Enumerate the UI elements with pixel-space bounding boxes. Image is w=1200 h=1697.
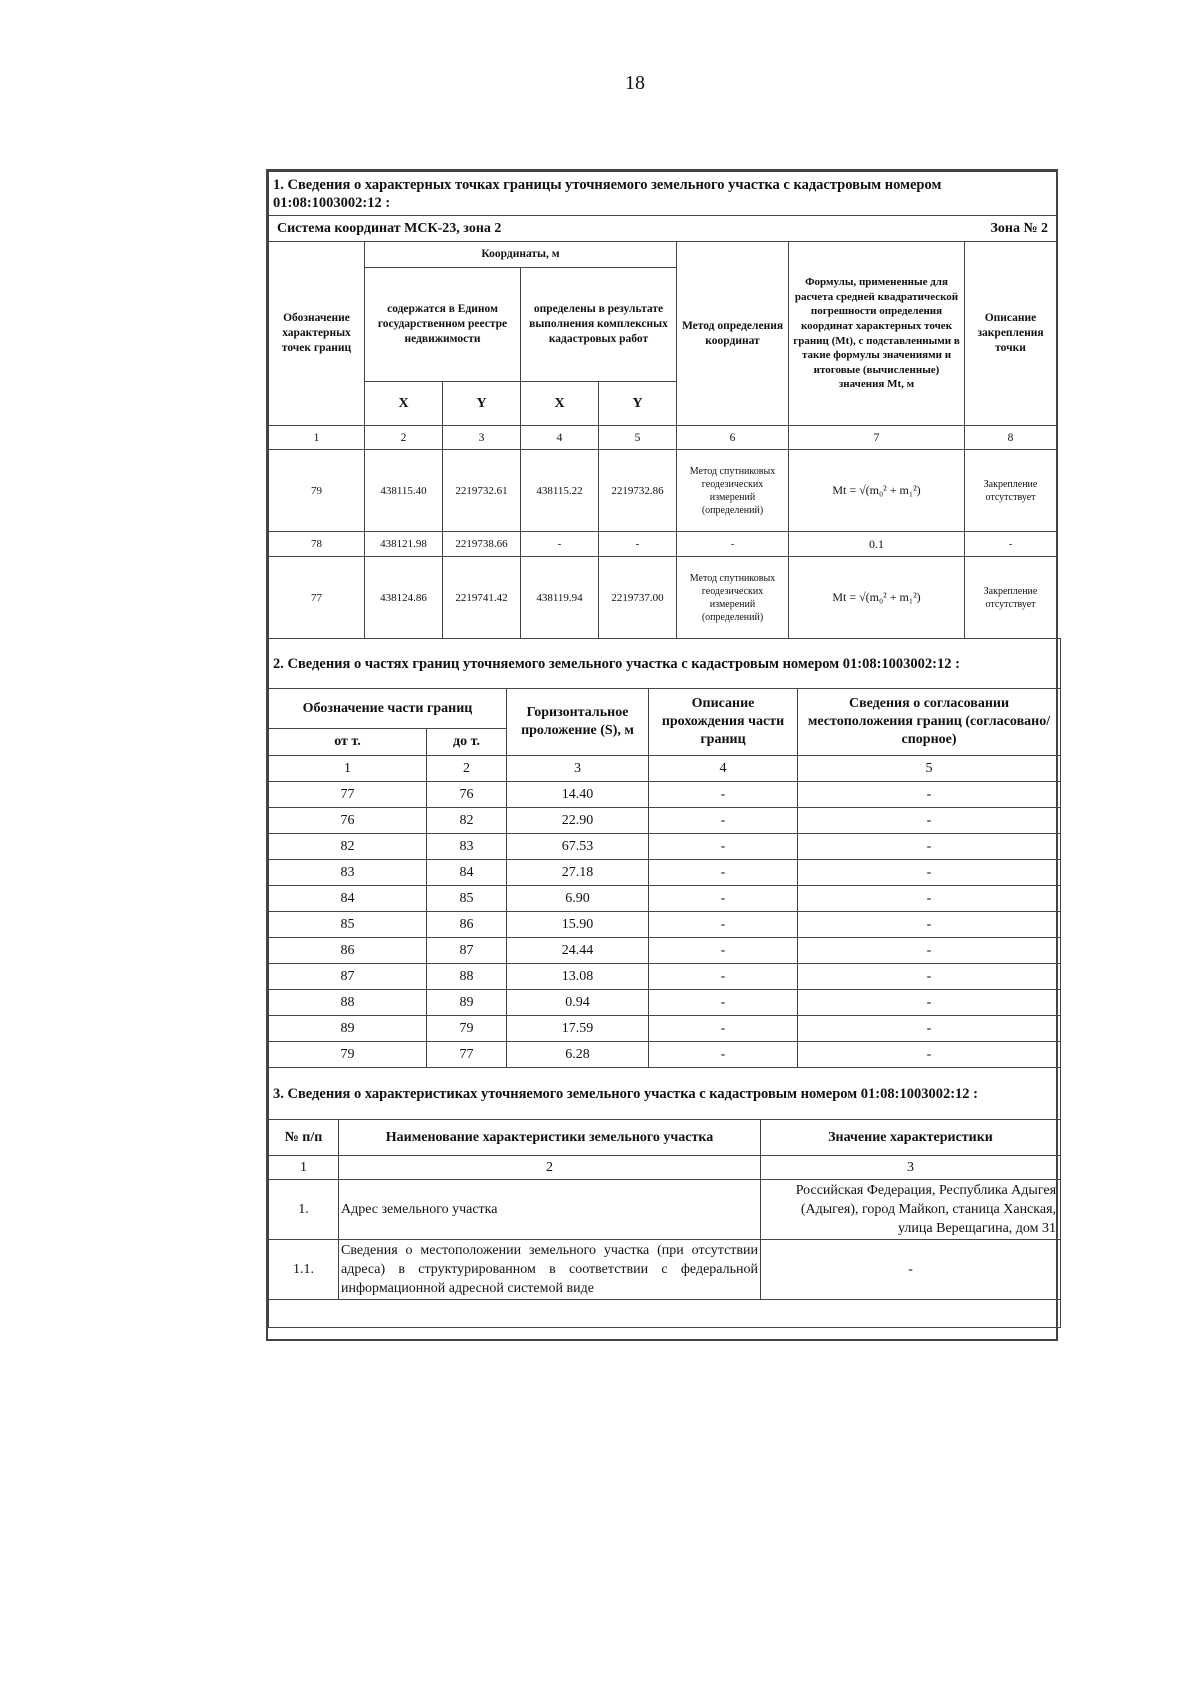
x-determined: - xyxy=(521,532,599,557)
header-determined: определены в результате выполнения комплексных кадастровых работ xyxy=(521,268,677,382)
to-point: 85 xyxy=(427,886,507,912)
agreement-status: - xyxy=(798,1042,1061,1068)
agreement-status: - xyxy=(798,964,1061,990)
table-row xyxy=(269,990,1061,1016)
method: - xyxy=(677,532,789,557)
col-number: 2 xyxy=(365,426,443,450)
from-point: 79 xyxy=(269,1042,427,1068)
col-number: 2 xyxy=(427,756,507,782)
row-number: 1. xyxy=(269,1180,339,1240)
x-determined: 438115.22 xyxy=(521,450,599,532)
agreement-status: - xyxy=(798,938,1061,964)
to-point: 89 xyxy=(427,990,507,1016)
header-y1: Y xyxy=(443,382,521,426)
header-method: Метод определения координат xyxy=(677,242,789,426)
from-point: 86 xyxy=(269,938,427,964)
header-agreement: Сведения о согласовании местоположения границ (согласовано/спорное) xyxy=(798,689,1061,756)
header-point-designation: Обозначение характерных точек границ xyxy=(269,242,365,426)
part-description: - xyxy=(649,938,798,964)
to-point: 79 xyxy=(427,1016,507,1042)
from-point: 77 xyxy=(269,782,427,808)
agreement-status: - xyxy=(798,990,1061,1016)
header-value: Значение характеристики xyxy=(761,1120,1061,1156)
section2-title: 2. Сведения о частях границ уточняемого земельного участка с кадастровым номером 01:08:1003002:12 : xyxy=(269,639,1061,689)
table-row xyxy=(269,886,1061,912)
method: Метод спутниковых геодезических измерений (определений) xyxy=(677,450,789,532)
y-registry: 2219738.66 xyxy=(443,532,521,557)
y-registry: 2219732.61 xyxy=(443,450,521,532)
col-number: 2 xyxy=(339,1156,761,1180)
from-point: 85 xyxy=(269,912,427,938)
fixing: Закрепление отсутствует xyxy=(965,557,1057,639)
table-row xyxy=(269,938,1061,964)
col-number: 4 xyxy=(521,426,599,450)
col-number: 1 xyxy=(269,426,365,450)
characteristic-value: - xyxy=(761,1240,1061,1300)
part-description: - xyxy=(649,808,798,834)
horizontal-distance: 67.53 xyxy=(507,834,649,860)
zone-label: Зона № 2 xyxy=(789,216,1057,242)
agreement-status: - xyxy=(798,782,1061,808)
x-determined: 438119.94 xyxy=(521,557,599,639)
col-number: 1 xyxy=(269,756,427,782)
y-registry: 2219741.42 xyxy=(443,557,521,639)
to-point: 76 xyxy=(427,782,507,808)
horizontal-distance: 17.59 xyxy=(507,1016,649,1042)
from-point: 84 xyxy=(269,886,427,912)
col-number: 3 xyxy=(507,756,649,782)
to-point: 84 xyxy=(427,860,507,886)
table-row xyxy=(269,808,1061,834)
table-row xyxy=(269,860,1061,886)
header-part-designation: Обозначение части границ xyxy=(269,689,507,729)
formula: Mt = √(m₀² + m₁²) xyxy=(789,557,965,639)
agreement-status: - xyxy=(798,1016,1061,1042)
header-y2: Y xyxy=(599,382,677,426)
characteristic-name: Сведения о местоположении земельного участка (при отсутствии адреса) в структурированном в соответствии с федеральной информационной адресной системой виде xyxy=(339,1240,761,1300)
header-num: № п/п xyxy=(269,1120,339,1156)
table-row xyxy=(269,557,1057,639)
part-description: - xyxy=(649,1042,798,1068)
part-description: - xyxy=(649,912,798,938)
table-row xyxy=(269,782,1061,808)
agreement-status: - xyxy=(798,860,1061,886)
page-number: 18 xyxy=(625,72,645,94)
table-row xyxy=(269,532,1057,557)
agreement-status: - xyxy=(798,912,1061,938)
header-x2: X xyxy=(521,382,599,426)
from-point: 82 xyxy=(269,834,427,860)
to-point: 86 xyxy=(427,912,507,938)
formula: Mt = √(m₀² + m₁²) xyxy=(789,450,965,532)
col-number: 3 xyxy=(761,1156,1061,1180)
part-description: - xyxy=(649,990,798,1016)
col-number: 5 xyxy=(599,426,677,450)
part-description: - xyxy=(649,834,798,860)
part-description: - xyxy=(649,860,798,886)
header-formulas: Формулы, примененные для расчета средней квадратической погрешности определения координат характерных точек границ (Mt), с подставленными в такие формулы значениями и итоговые (вычисленные) значения Mt, м xyxy=(789,242,965,426)
header-coordinates: Координаты, м xyxy=(365,242,677,268)
section3-table xyxy=(268,1067,1061,1328)
coordinate-system: Система координат МСК-23, зона 2 xyxy=(269,216,789,242)
characteristic-name: Адрес земельного участка xyxy=(339,1180,761,1240)
table-row xyxy=(269,450,1057,532)
part-description: - xyxy=(649,964,798,990)
section2-table xyxy=(268,638,1061,1068)
part-description: - xyxy=(649,886,798,912)
part-description: - xyxy=(649,1016,798,1042)
header-name: Наименование характеристики земельного участка xyxy=(339,1120,761,1156)
table-row xyxy=(269,1180,1061,1240)
section1-table xyxy=(268,171,1057,639)
header-from: от т. xyxy=(269,729,427,756)
formula: 0.1 xyxy=(789,532,965,557)
horizontal-distance: 13.08 xyxy=(507,964,649,990)
y-determined: - xyxy=(599,532,677,557)
to-point: 82 xyxy=(427,808,507,834)
fixing: - xyxy=(965,532,1057,557)
horizontal-distance: 6.90 xyxy=(507,886,649,912)
col-number: 1 xyxy=(269,1156,339,1180)
table-row xyxy=(269,964,1061,990)
section3-title: 3. Сведения о характеристиках уточняемого земельного участка с кадастровым номером 01:08:1003002:12 : xyxy=(269,1068,1061,1120)
y-determined: 2219732.86 xyxy=(599,450,677,532)
table-row xyxy=(269,1016,1061,1042)
to-point: 87 xyxy=(427,938,507,964)
col-number: 5 xyxy=(798,756,1061,782)
from-point: 76 xyxy=(269,808,427,834)
horizontal-distance: 15.90 xyxy=(507,912,649,938)
part-description: - xyxy=(649,782,798,808)
horizontal-distance: 14.40 xyxy=(507,782,649,808)
x-registry: 438124.86 xyxy=(365,557,443,639)
characteristic-value: Российская Федерация, Республика Адыгея (Адыгея), город Майкоп, станица Ханская, улица Верещагина, дом 31 xyxy=(761,1180,1061,1240)
x-registry: 438115.40 xyxy=(365,450,443,532)
col-number: 6 xyxy=(677,426,789,450)
document-frame xyxy=(266,169,1058,1341)
row-number: 1.1. xyxy=(269,1240,339,1300)
col-number: 3 xyxy=(443,426,521,450)
table-row xyxy=(269,1240,1061,1300)
point-id: 79 xyxy=(269,450,365,532)
col-number: 4 xyxy=(649,756,798,782)
agreement-status: - xyxy=(798,886,1061,912)
to-point: 77 xyxy=(427,1042,507,1068)
table-row xyxy=(269,834,1061,860)
horizontal-distance: 27.18 xyxy=(507,860,649,886)
header-to: до т. xyxy=(427,729,507,756)
point-id: 78 xyxy=(269,532,365,557)
from-point: 87 xyxy=(269,964,427,990)
empty-footer-row xyxy=(269,1300,1061,1328)
x-registry: 438121.98 xyxy=(365,532,443,557)
to-point: 83 xyxy=(427,834,507,860)
horizontal-distance: 0.94 xyxy=(507,990,649,1016)
to-point: 88 xyxy=(427,964,507,990)
table-row xyxy=(269,1042,1061,1068)
from-point: 89 xyxy=(269,1016,427,1042)
fixing: Закрепление отсутствует xyxy=(965,450,1057,532)
section1-title: 1. Сведения о характерных точках границы уточняемого земельного участка с кадастровым номером 01:08:1003002:12 : xyxy=(269,172,1057,216)
y-determined: 2219737.00 xyxy=(599,557,677,639)
horizontal-distance: 24.44 xyxy=(507,938,649,964)
agreement-status: - xyxy=(798,834,1061,860)
header-in-registry: содержатся в Едином государственном реестре недвижимости xyxy=(365,268,521,382)
header-x1: X xyxy=(365,382,443,426)
from-point: 83 xyxy=(269,860,427,886)
col-number: 8 xyxy=(965,426,1057,450)
from-point: 88 xyxy=(269,990,427,1016)
horizontal-distance: 6.28 xyxy=(507,1042,649,1068)
header-horizontal: Горизонтальное проложение (S), м xyxy=(507,689,649,756)
table-row xyxy=(269,912,1061,938)
agreement-status: - xyxy=(798,808,1061,834)
col-number: 7 xyxy=(789,426,965,450)
point-id: 77 xyxy=(269,557,365,639)
method: Метод спутниковых геодезических измерений (определений) xyxy=(677,557,789,639)
header-fixing: Описание закрепления точки xyxy=(965,242,1057,426)
header-description: Описание прохождения части границ xyxy=(649,689,798,756)
horizontal-distance: 22.90 xyxy=(507,808,649,834)
